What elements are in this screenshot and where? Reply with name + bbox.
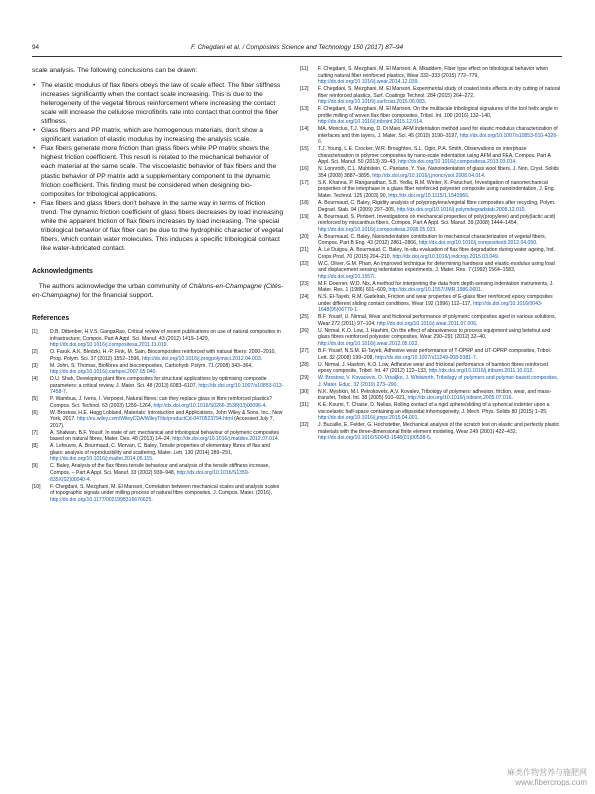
- reference-doi-link[interactable]: http://dx.doi.org/10.1557/JMR.1986.0601: [388, 287, 481, 294]
- reference-end: .: [511, 395, 513, 402]
- bullet-icon: •: [33, 82, 36, 90]
- watermark-url: www.fibercrops.com: [515, 778, 587, 787]
- reference-text: W.C. Oliver, G.M. Pharr, An improved technique for determining hardness and elastic-modulus using load and displacement sensing indentation experiments, J. Mater. Res. 7 (1992) 1564–1583,: [318, 260, 555, 274]
- conclusion-item: • The elastic modulus of flax fibers obeys the law of scale effect. The fiber stiffness increases significantly when the contact scale increasing. This is due to the heterogeneity of the vegetal fibrous reinforcement where increasing the contact scale will increase the cellulose microfibrils rate into contact that control the fiber stiffness.: [33, 82, 281, 126]
- reference-number: [27]: [300, 347, 309, 354]
- reference-entry: [300, 294, 562, 314]
- reference-text: A. Bourmaud, C. Baley, Nanoindentation contribution to mechanical characterization of vegetal fibers, Compos. Part B Eng. 43 (2012) 2861–2866,: [318, 233, 547, 247]
- references-list-left: [32, 329, 284, 503]
- reference-end: .: [515, 159, 517, 166]
- reference-doi-link[interactable]: http://dx.doi.org/10.1016/j.wear.2011.07.006: [377, 320, 477, 327]
- reference-doi-link[interactable]: http://dx.doi.org/10.1016/j.compositesa.2011.11.019: [50, 342, 167, 349]
- reference-doi-link[interactable]: W. Brostow, V. Kovacevic, D. Vrsaljko, J. Whitworth, Tribology of polymers and polymer-based composites, J. Mater. Educ. 32 (2010) 273–290: [318, 375, 559, 388]
- right-column: [300, 66, 562, 442]
- reference-doi-link[interactable]: http://dx.doi.org/10.1557/: [318, 273, 375, 280]
- reference-end: .: [260, 355, 263, 362]
- reference-entry: [32, 484, 284, 504]
- reference-entry: [300, 389, 562, 402]
- reference-number: [25]: [300, 314, 309, 321]
- reference-entry: [300, 234, 562, 247]
- reference-doi-link[interactable]: http://dx.doi.org/10.1007/s10853-010-4326-6: [318, 132, 558, 146]
- reference-text: F. Chegdani, S. Mezghani, M. El Mansori, On the multiscale tribological signatures of the tool helix angle in profile milling of woven flax fiber composites, Tribol. Int. 100 (2016) 132–140,: [318, 106, 559, 119]
- reference-doi-link[interactable]: http://dx.doi.org/10.1007/s11249-008-9381-7: [375, 354, 476, 361]
- reference-entry: [32, 376, 284, 396]
- reference-text: A. Bourmaud, S. Pimbert, Investigations on mechanical properties of poly(propylene) and poly(lactic acid) reinforced by miscanthus fibers, Compos. Part A Appl. Sci. Manuf. 39 (2008) 1444–1454,: [318, 213, 556, 227]
- reference-number: [1]: [32, 329, 38, 336]
- reference-number: [12]: [300, 86, 309, 93]
- reference-end: .: [429, 435, 432, 442]
- reference-end: .: [480, 287, 483, 294]
- reference-doi-link[interactable]: http://dx.doi.org/10.1016/j.compositesb.2012.04.050: [418, 240, 537, 247]
- reference-doi-link[interactable]: http://dx.doi.org/10.1016/j.compositesa.2008.05.023: [318, 226, 436, 233]
- watermark-site-name: 麻类作物营养与施肥网: [507, 768, 587, 777]
- reference-text: J. Bucaille, E. Felder, G. Hochstetter, Mechanical analysis of the scratch test on elastic and perfectly plastic materials with the three-dimensional finite element modeling, Wear 249 (2001) 422–432,: [318, 422, 560, 435]
- page-number: 94: [32, 44, 40, 51]
- reference-doi-link[interactable]: http://dx.doi.org/10.1016/j.polymdegradstab.2008.12.010: [396, 206, 525, 213]
- reference-end: .: [374, 273, 376, 280]
- conclusion-item: • Flax fibers generate more friction than glass fibers while PP matrix shows the highest friction coefficient. This result is related to the mechanical behavior of each material at the same scale. The viscoelastic behavior of flax fibers and the plastic behavior of PP matrix add a supplementary component to the dynamic friction coefficient. This finding must be considered when designing bio-composites for tribological applications.: [33, 145, 277, 198]
- reference-entry: [300, 422, 562, 442]
- reference-number: [7]: [32, 429, 38, 436]
- reference-end: .: [497, 253, 500, 260]
- reference-entry: [300, 146, 562, 166]
- reference-doi-link[interactable]: http://dx.doi.org/10.1016/0043-1648(95)06770-1: [318, 300, 543, 314]
- reference-number: [28]: [300, 361, 309, 368]
- reference-end: .: [65, 389, 68, 396]
- reference-doi-link[interactable]: http://dx.doi.org/10.1016/j.carbpol.2007.05.040: [50, 369, 156, 376]
- reference-text: M. John, S. Thomas, Biofibres and biocomposites, Carbohydr. Polym. 71 (2008) 343–364,: [50, 362, 253, 369]
- reference-doi-link[interactable]: http://dx.doi.org/10.1016/S1359-835X(02)00040-4: [50, 470, 250, 483]
- reference-doi-link[interactable]: http://dx.doi.org/10.1016/j.compositesa.2013.03.014: [398, 159, 516, 166]
- reference-end: .: [536, 240, 538, 247]
- reference-number: [14]: [300, 126, 309, 133]
- reference-doi-link[interactable]: http://dx.doi.org/10.1016/j.triboint.2005.07.016: [407, 395, 512, 402]
- reference-number: [24]: [300, 294, 309, 301]
- reference-number: [30]: [300, 388, 309, 395]
- acknowledgments-text: The authors acknowledge the urban community of Châlons-en-Champagne (Cités-en-Champagne) for the financial support.: [32, 282, 284, 299]
- reference-number: [13]: [300, 106, 309, 113]
- reference-doi-link[interactable]: http://dx.doi.org/10.1016/j.jmps.2015.04.001: [318, 415, 418, 422]
- reference-number: [11]: [300, 66, 309, 72]
- reference-number: [15]: [300, 146, 309, 153]
- reference-end: .: [524, 206, 526, 213]
- reference-end: .: [532, 368, 534, 375]
- reference-entry: [300, 375, 562, 388]
- conclusion-item: • Flax fibers and glass fibers don't behave in the same way in terms of friction trend. The dynamic friction coefficient of glass fibers decreases by load increasing while the apparent friction of flax fibers increases by load increasing. The special tribological behavior of flax fiber can be due to the hydrophilic character of vegetal fibers, which contain water molecules. This induces a specific tribological contact like water-lubricated contact.: [33, 199, 284, 252]
- reference-end: .: [417, 415, 419, 422]
- reference-text: MA. Monclus, T.J. Young, D. Di Maio, AFM indentation method used for elastic modulus characterization of interfaces and thin layers, J. Mater. Sci. 45 (2010) 3190–3197,: [318, 126, 558, 139]
- reference-entry: [32, 363, 284, 376]
- left-column: [32, 66, 284, 504]
- reference-doi-link[interactable]: http://dx.doi.org/10.1016/j.wear.2012.05.022: [318, 340, 418, 347]
- reference-number: [10]: [32, 483, 41, 490]
- reference-end: .: [468, 193, 470, 200]
- references-heading: References: [32, 315, 70, 323]
- reference-entry: [300, 200, 562, 213]
- reference-entry: [300, 126, 562, 146]
- reference-text: A. Le Duigou, A. Bourmaud, C. Baley, In-situ evaluation of flax fibre degradation during water ageing, Ind. Crops Prod. 70 (2015) 204–210,: [318, 247, 555, 260]
- reference-end: .: [435, 226, 437, 233]
- reference-entry: [300, 166, 562, 179]
- bullet-icon: •: [33, 127, 36, 135]
- reference-entry: [32, 329, 284, 349]
- reference-doi-link[interactable]: http://dx.doi.org/10.1016/S0266-3538(03)00096-4: [153, 402, 266, 409]
- acknowledgments-heading: Acknowledgments: [32, 267, 93, 275]
- reference-text: M.F. Doerner, W.D. Nix, A method for interpreting the data from depth-sensing indentation instruments, J. Mater. Res. 1 (1986) 601–609,: [318, 280, 554, 294]
- reference-entry: [300, 328, 562, 348]
- reference-end: .: [320, 139, 323, 146]
- reference-end: (Accessed July 7, 2017).: [50, 416, 275, 429]
- reference-text: A. Lefeuvre, A. Bourmaud, C. Morvan, C. Baley, Tensile properties of elementary fibres of flax and glass: analysis of reproducibility and scattering, Mater. Lett. 130 (2014) 289–291,: [50, 443, 271, 456]
- reference-text: U. Nirmal, K.O. Low, J. Hashim, On the effect of abrasiveness to process equipment using betelnut and glass fibres reinforced polyester composites, Wear 290–291 (2012) 32–40,: [318, 327, 551, 341]
- reference-entry: [32, 349, 284, 362]
- reference-end: .: [424, 99, 427, 106]
- reference-number: [6]: [32, 409, 38, 416]
- reference-text: F. Chegdani, S. Mezghani, M. El Mansori, Correlation between mechanical scales and analysis scales of topographic signals under milling process of natural fibre composites, J. Compos. Mater. (2016),: [50, 483, 280, 497]
- reference-end: .: [166, 342, 168, 349]
- reference-end: .: [483, 172, 486, 179]
- reference-doi-link[interactable]: http://dx.doi.org/10.1016/j.matlet.2014.05.115: [50, 456, 153, 463]
- reference-entry: [300, 106, 562, 126]
- reference-number: [5]: [32, 396, 38, 403]
- reference-doi-link[interactable]: http://dx.doi.org/10.1016/j.indcrop.2015.03.049: [392, 253, 498, 260]
- reference-text: F. Chegdani, S. Mezghani, M. El Mansori, Experimental study of coated tools effects in dry cutting of natural fiber reinforced plastics, Surf. Coatings Technol. 284 (2015) 264–272,: [318, 86, 561, 99]
- reference-end: .: [417, 79, 419, 86]
- reference-text: N.K. Myshkin, M.I. Petrokovets, A.V. Kovalev, Tribology of polymers: adhesion, friction, wear, and mass-transfer, Tribol. Int. 38 (2005) 910–921,: [318, 388, 552, 402]
- reference-doi-link[interactable]: http://dx.doi.org/10.1016/j.triboint.2011.10.012: [428, 368, 533, 375]
- reference-number: [2]: [32, 349, 38, 356]
- reference-number: [21]: [300, 247, 309, 254]
- reference-end: .: [417, 340, 419, 347]
- reference-number: [3]: [32, 362, 38, 369]
- conclusions-intro: scale analysis. The following conclusions can be drawn:: [32, 67, 198, 74]
- reference-entry: [300, 314, 562, 327]
- reference-text: O. Faruk, A.K. Bledzki, H.-P. Fink, M. Sain, Biocomposites reinforced with natural fibers: 2000–2010, Prog. Polym. Sci. 37 (2012) 1552–1596,: [50, 349, 276, 362]
- reference-doi-link[interactable]: http://dx.doi.org/10.1177/0021998316676625: [50, 496, 152, 503]
- reference-entry: [300, 261, 562, 281]
- reference-doi-link[interactable]: http://dx.doi.org/10.1016/j.matdes.2012.07.014: [172, 436, 278, 443]
- reference-text: U. Nirmal, J. Hashim, K.O. Low, Adhesive wear and frictional performance of bamboo fibres reinforced epoxy composite, Tribol. Int. 47 (2012) 122–133,: [318, 361, 548, 375]
- watermark: [507, 768, 587, 788]
- reference-entry: [32, 443, 284, 463]
- reference-text: B.F. Yousif, U. Nirmal, Wear and frictional performance of polymeric composites aged in various solutions, Wear 272 (2011) 97–104,: [318, 314, 557, 327]
- reference-end: .: [151, 496, 153, 503]
- reference-end: .: [155, 369, 157, 376]
- reference-entry: [300, 86, 562, 106]
- header-rule: [32, 56, 562, 57]
- reference-end: .: [475, 354, 478, 361]
- reference-end: .: [476, 320, 478, 327]
- reference-number: [22]: [300, 260, 309, 267]
- reference-number: [19]: [300, 213, 309, 220]
- reference-text: W. Brostow, H.E. Hagg Lobland, Materials: Introduction and Applications, John Wiley & Sons, Inc., New York, 2017.: [50, 409, 283, 423]
- reference-number: [23]: [300, 280, 309, 287]
- reference-number: [8]: [32, 443, 38, 450]
- conclusion-item: • Glass fibers and PP matrix, which are homogenous materials, don't show a significant variation of elastic modulus by increasing the analysis scale.: [33, 127, 263, 144]
- reference-end: .: [357, 307, 359, 314]
- reference-text: T.J. Young, L.E. Crocker, W.R. Broughton, S.L. Ogin, P.A. Smith, Observations on interphase characterisation in polymer composites by nano-scale indentation using AFM and FEA, Compos. Part A Appl. Sci. Manuf. 50 (2013) 39–43,: [318, 146, 551, 166]
- reference-text: N. Lonnroth, C.L. Muhlstein, C. Pantano, Y. Yue, Nanoindentation of glass wool fibers, J. Non. Cryst. Solids 354 (2008) 3887–3895,: [318, 166, 559, 179]
- reference-entry: [32, 463, 284, 483]
- reference-entry: [300, 214, 562, 234]
- reference-number: [31]: [300, 402, 309, 409]
- reference-text: B.F. Yousif, N.S.M. El-Tayeb, Adhesive wear performance of T-OPRP and UT-OPRP composites, Tribol. Lett. 32 (2008) 199–208,: [318, 347, 551, 361]
- reference-entry: [300, 362, 562, 375]
- reference-entry: [300, 281, 562, 294]
- reference-number: [16]: [300, 166, 309, 173]
- reference-entry: [300, 402, 562, 422]
- reference-doi-link[interactable]: http://eu.wiley.com/WileyCDA/WileyTitle/productCd-0470523794.html: [77, 416, 233, 423]
- reference-doi-link[interactable]: http://dx.doi.org/10.1016/j.progpolymsci.2012.04.003: [142, 355, 261, 362]
- reference-doi-link[interactable]: http://dx.doi.org/10.1016/j.jnoncrysol.2008.04.014: [372, 172, 484, 179]
- reference-entry: [300, 247, 562, 260]
- reference-number: [4]: [32, 376, 38, 383]
- bullet-icon: •: [33, 145, 36, 153]
- reference-entry: [300, 66, 562, 86]
- reference-end: .: [265, 402, 267, 409]
- reference-number: [32]: [300, 422, 309, 429]
- reference-end: .: [152, 456, 154, 463]
- reference-number: [18]: [300, 200, 309, 206]
- reference-entry: [300, 180, 562, 200]
- reference-entry: [32, 396, 284, 409]
- reference-text: P. Wambua, J. Ivens, I. Verpoest, Natural fibres: can they replace glass in fibre reinforced plastics? Compos. Sci. Technol. 63 (2003) 1259–1264,: [50, 396, 272, 409]
- reference-text: K.E. Koumi, T. Chaise, D. Nelias, Rolling contact of a rigid sphere/sliding of a spherical indenter upon a viscoelastic half-space containing an ellipsoidal inhomogeneity, J. Mech. Phys. Solids 80 (2015) 1–25,: [318, 402, 550, 415]
- reference-doi-link[interactable]: http://dx.doi.org/10.1016/S0043-1648(01)00538-5: [318, 435, 430, 442]
- reference-number: [20]: [300, 233, 309, 240]
- reference-text: A. Bourmaud, C. Baley, Rigidity analysis of polypropylene/vegetal fibre composites after recycling, Polym. Degrad. Stab. 94 (2009) 297–305,: [318, 200, 556, 213]
- reference-doi-link[interactable]: http://dx.doi.org/10.1016/j.wear.2014.12.039: [318, 79, 418, 86]
- reference-end: .: [421, 119, 424, 126]
- reference-text: D.U. Shah, Developing plant fibre composites for structural applications by optimising composite parameters: a critical review, J. Mater. Sci. 48 (2013) 6083–6107,: [50, 376, 267, 389]
- reference-entry: [32, 410, 284, 430]
- reference-entry: [32, 430, 284, 443]
- journal-citation: F. Chegdani et al. / Composites Science and Technology 150 (2017) 87–94: [190, 44, 404, 51]
- reference-number: [29]: [300, 375, 309, 382]
- reference-number: [9]: [32, 463, 38, 470]
- reference-text: C. Baley, Analysis of the flax fibres tensile behaviour and analysis of the tensile stiffness increase, Compos. – Part A Appl. Sci. Manuf. 33 (2002) 939–948,: [50, 463, 270, 477]
- reference-number: [26]: [300, 327, 309, 334]
- reference-text: F. Chegdani, S. Mezghani, M. El Mansori, A. Mkaddem, Fiber type effect on tribological behavior when cutting natural fiber reinforced plastics, Wear 332–333 (2015) 772–779,: [318, 66, 549, 79]
- reference-end: .: [396, 381, 398, 388]
- reference-text: D.B. Dittenber, H.V.S. GangaRao, Critical review of recent publications on use of natural composites in infrastructure, Compos. Part A Appl. Sci. Manuf. 43 (2012) 1419–1429,: [50, 329, 281, 342]
- reference-end: .: [89, 476, 92, 483]
- reference-text: N.S. El-Tayeb, R.M. Gadelrab, Friction and wear properties of E-glass fiber reinforced epoxy composites under different sliding contact conditions, Wear 192 (1996) 112–117,: [318, 294, 553, 307]
- reference-text: A. Shalwan, B.F. Yousif, In state of art: mechanical and tribological behaviour of polymeric composites based on natural fibres, Mater. Des. 48 (2013) 14–24,: [50, 429, 280, 443]
- reference-number: [17]: [300, 179, 309, 186]
- bullet-icon: •: [33, 199, 36, 207]
- reference-doi-link[interactable]: http://dx.doi.org/10.1016/j.surfcoat.2015.06.083: [318, 99, 425, 106]
- reference-text: S.K. Khanna, P. Ranganathan, S.B. Yedla, R.M. Winter, K. Paruchuri, Investigation of nanomechanical properties of the interphase in a glass fiber reinforced polyester composite using nanoindentation, J. Eng. Mater. Technol. 125 (2003) 90,: [318, 179, 556, 200]
- conclusions-list: [32, 81, 284, 253]
- references-list-right: [300, 66, 562, 442]
- reference-entry: [300, 348, 562, 361]
- reference-doi-link[interactable]: http://dx.doi.org/10.1016/j.triboint.2015.12.014: [318, 119, 422, 126]
- running-header: [32, 44, 562, 54]
- reference-doi-link[interactable]: http://dx.doi.org/10.1115/1.1543966: [388, 193, 469, 200]
- reference-end: .: [277, 436, 280, 443]
- reference-doi-link[interactable]: http://dx.doi.org/10.1007/s10853-013-7458-7: [50, 382, 284, 396]
